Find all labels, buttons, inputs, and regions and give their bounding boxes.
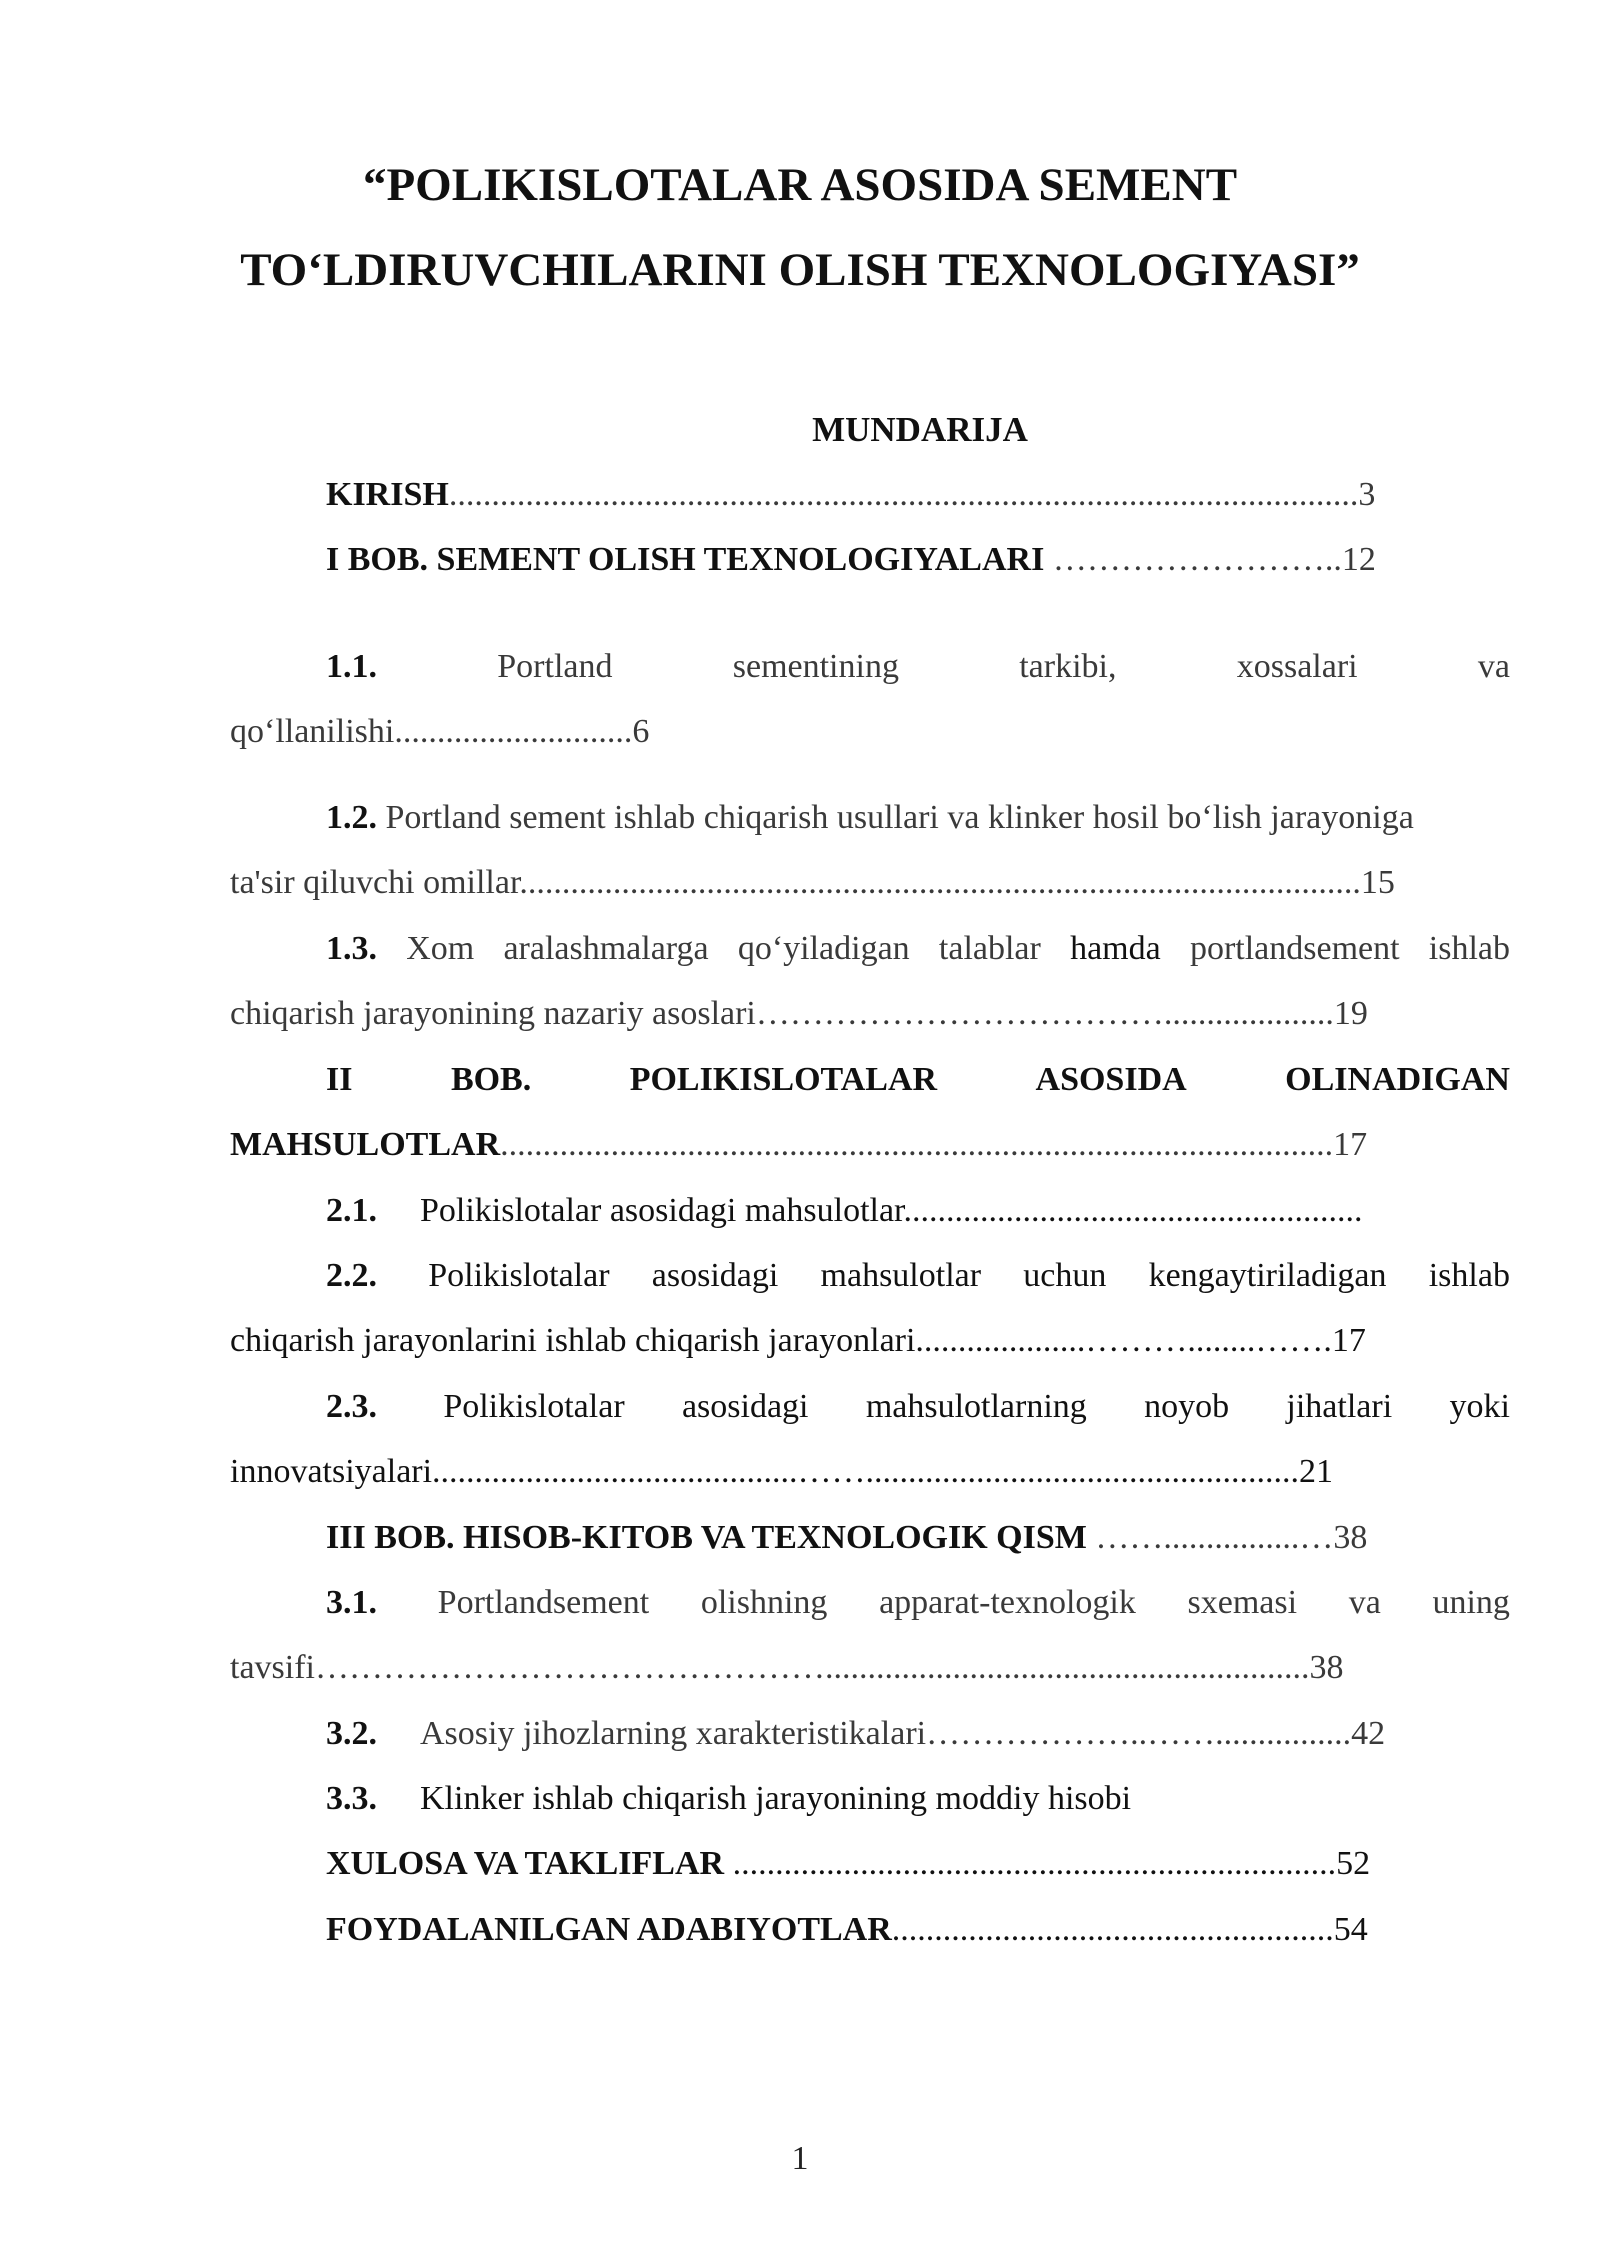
toc-word: kengaytiriladigan bbox=[1148, 1257, 1387, 1294]
toc-word: POLIKISLOTALAR bbox=[629, 1061, 938, 1098]
toc-entry-number: 3.3. bbox=[326, 1780, 377, 1817]
document-title-line-1: “POLIKISLOTALAR ASOSIDA SEMENT bbox=[362, 159, 1238, 211]
toc-word: Portland bbox=[497, 648, 613, 685]
toc-leader: ....................................................54 bbox=[891, 1911, 1368, 1948]
toc-entry-number: 3.1. bbox=[326, 1584, 377, 1621]
toc-entry-chapter-3[interactable] bbox=[326, 1521, 1367, 1555]
toc-entry-chapter-2[interactable] bbox=[326, 1063, 1510, 1097]
toc-entry-kirish[interactable] bbox=[326, 478, 1375, 512]
toc-entry-2-2-continuation: chiqarish jarayonlarini ishlab chiqarish jarayonlari....................………........…….17 bbox=[230, 1322, 1366, 1359]
toc-word: Polikislotalar bbox=[443, 1388, 625, 1425]
toc-entry-text: Xom aralashmalarga qo‘yiladigan talablar bbox=[377, 930, 1071, 967]
toc-word: xossalari bbox=[1236, 648, 1358, 685]
toc-leader: ……………………..12 bbox=[1044, 541, 1376, 578]
toc-entry-label: KIRISH bbox=[326, 476, 449, 513]
toc-word: mahsulotlarning bbox=[865, 1388, 1087, 1425]
toc-word: tarkibi, bbox=[1019, 648, 1117, 685]
toc-entry-1-1[interactable] bbox=[326, 650, 1510, 684]
toc-word: sementining bbox=[732, 648, 899, 685]
toc-entry-references[interactable] bbox=[326, 1913, 1368, 1947]
toc-entry-text: portlandsement ishlab bbox=[1160, 930, 1511, 967]
toc-entry-2-3-continuation: innovatsiyalari...........................................……...................................................21 bbox=[230, 1453, 1334, 1490]
toc-word: Polikislotalar bbox=[428, 1257, 610, 1294]
toc-entry-text: Klinker ishlab chiqarish jarayonining moddiy hisobi bbox=[420, 1780, 1132, 1817]
toc-entry-3-2[interactable] bbox=[326, 1717, 1385, 1751]
toc-entry-number: 2.3. bbox=[326, 1388, 377, 1425]
toc-word: va bbox=[1477, 648, 1510, 685]
toc-entry-number: 2.2. bbox=[326, 1257, 377, 1294]
toc-entry-1-3[interactable] bbox=[326, 932, 1510, 966]
toc-entry-3-1[interactable] bbox=[326, 1586, 1510, 1620]
toc-leader: ...........................................................................................................3 bbox=[448, 476, 1376, 513]
toc-word: II bbox=[326, 1061, 353, 1098]
toc-entry-conclusion[interactable] bbox=[326, 1847, 1370, 1881]
toc-word: asosidagi bbox=[681, 1388, 809, 1425]
toc-word: ASOSIDA bbox=[1035, 1061, 1187, 1098]
toc-word: mahsulotlar bbox=[820, 1257, 982, 1294]
toc-word: uning bbox=[1432, 1584, 1510, 1621]
toc-word: va bbox=[1348, 1584, 1381, 1621]
page-number: 1 bbox=[791, 2140, 809, 2177]
toc-entry-text: hamda bbox=[1070, 930, 1161, 967]
toc-entry-1-1-continuation: qo‘llanilishi............................6 bbox=[230, 713, 650, 750]
toc-leader: ..................................................................................................17 bbox=[500, 1126, 1368, 1163]
toc-entry-text: Portland sement ishlab chiqarish usullari va klinker hosil bo‘lish jarayoniga bbox=[377, 799, 1414, 836]
toc-word: noyob bbox=[1144, 1388, 1230, 1425]
toc-word: olishning bbox=[700, 1584, 828, 1621]
toc-entry-3-3[interactable] bbox=[326, 1782, 1131, 1816]
toc-entry-label: MAHSULOTLAR bbox=[230, 1126, 501, 1163]
toc-entry-label: III BOB. HISOB-KITOB VA TEXNOLOGIK QISM bbox=[326, 1519, 1087, 1556]
toc-entry-label: I BOB. SEMENT OLISH TEXNOLOGIYALARI bbox=[326, 541, 1045, 578]
toc-word: ishlab bbox=[1428, 1257, 1510, 1294]
toc-entry-number: 3.2. bbox=[326, 1715, 377, 1752]
toc-entry-chapter-1[interactable] bbox=[326, 543, 1376, 577]
toc-entry-3-1-continuation: tavsifi……………………………………….........................................................38 bbox=[230, 1649, 1344, 1686]
toc-entry-1-3-continuation: chiqarish jarayonining nazariy asoslari………………………………....................19 bbox=[230, 995, 1368, 1032]
toc-heading: MUNDARIJA bbox=[812, 410, 1028, 449]
toc-word: jihatlari bbox=[1286, 1388, 1393, 1425]
toc-entry-text: Polikislotalar asosidagi mahsulotlar...................................................... bbox=[420, 1192, 1363, 1229]
toc-word: uchun bbox=[1023, 1257, 1107, 1294]
toc-word: OLINADIGAN bbox=[1285, 1061, 1510, 1098]
toc-entry-text: Asosiy jihozlarning xarakteristikalari………………..……................42 bbox=[420, 1715, 1386, 1752]
toc-word: sxemasi bbox=[1187, 1584, 1298, 1621]
toc-word: yoki bbox=[1449, 1388, 1510, 1425]
toc-entry-chapter-2-continuation bbox=[230, 1128, 1367, 1162]
toc-leader: ……................…38 bbox=[1086, 1519, 1368, 1556]
toc-entry-number: 1.1. bbox=[326, 648, 377, 685]
toc-entry-2-3[interactable] bbox=[326, 1390, 1510, 1424]
toc-word: apparat-texnologik bbox=[879, 1584, 1136, 1621]
toc-entry-number: 2.1. bbox=[326, 1192, 377, 1229]
toc-entry-1-2[interactable] bbox=[326, 801, 1414, 835]
toc-entry-number: 1.2. bbox=[326, 799, 377, 836]
toc-entry-2-1[interactable] bbox=[326, 1194, 1363, 1228]
toc-entry-label: FOYDALANILGAN ADABIYOTLAR bbox=[326, 1911, 892, 1948]
toc-entry-label: XULOSA VA TAKLIFLAR bbox=[326, 1845, 725, 1882]
toc-word: Portlandsement bbox=[437, 1584, 650, 1621]
document-title-line-2: TO‘LDIRUVCHILARINI OLISH TEXNOLOGIYASI” bbox=[240, 244, 1360, 296]
toc-entry-number: 1.3. bbox=[326, 930, 377, 967]
toc-leader: .......................................................................52 bbox=[724, 1845, 1371, 1882]
toc-entry-1-2-continuation: ta'sir qiluvchi omillar...................................................................................................15 bbox=[230, 864, 1395, 901]
toc-word: BOB. bbox=[450, 1061, 532, 1098]
toc-entry-2-2[interactable] bbox=[326, 1259, 1510, 1293]
toc-word: asosidagi bbox=[651, 1257, 779, 1294]
